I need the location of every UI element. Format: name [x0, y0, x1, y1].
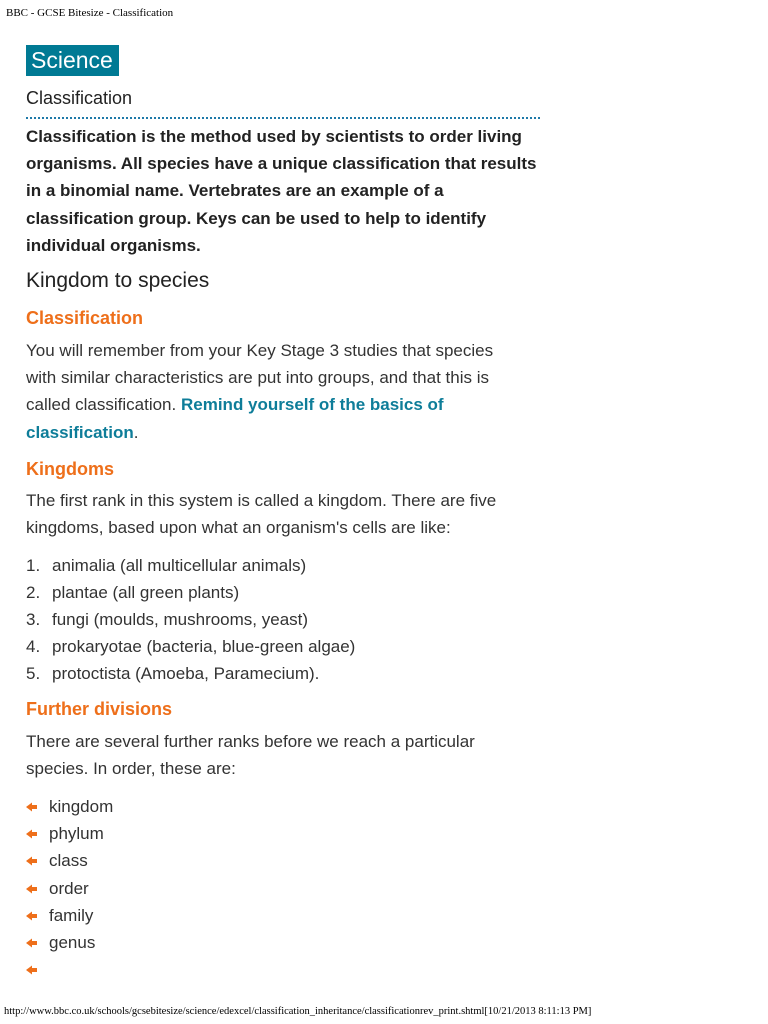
list-item: order [24, 875, 113, 902]
list-item: family [24, 902, 113, 929]
orange-arrow-bullet-icon [24, 821, 42, 833]
section-title: Classification [26, 88, 540, 119]
subheading-kingdoms: Kingdoms [26, 459, 114, 479]
further-divisions-paragraph: There are several further ranks before we reach a particular species. In order, these are: [26, 732, 475, 779]
basics-of-classification-link[interactable]: Remind yourself of the basics of classification [26, 395, 444, 442]
list-item: 2. plantae (all green plants) [26, 583, 240, 602]
list-item: kingdom [24, 793, 113, 820]
list-item: genus [24, 929, 113, 956]
subheading-further-divisions: Further divisions [26, 699, 173, 719]
orange-arrow-bullet-icon [24, 903, 42, 915]
list-item [24, 956, 113, 983]
list-item: 3. fungi (moulds, mushrooms, yeast) [26, 610, 309, 629]
orange-arrow-bullet-icon [24, 957, 42, 969]
orange-arrow-bullet-icon [24, 848, 42, 860]
intro-summary: Classification is the method used by scientists to order living organisms. All species have a unique classification that results in a binomial name. Vertebrates are an example of a classification group. Keys can be used to help to identify individual organisms. [26, 127, 537, 255]
print-footer-url: http://www.bbc.co.uk/schools/gcsebitesize/science/edexcel/classification_inheritance/classificationrev_print.shtml[10/21/2013 8:11:13 PM] [4, 1006, 592, 1017]
classification-text: You will remember from your Key Stage 3 studies that species with similar characteristics are put into groups, and that this is called classification. [26, 341, 494, 415]
list-item: phylum [24, 820, 113, 847]
list-item: 5. protoctista (Amoeba, Paramecium). [26, 664, 320, 683]
print-header-title: BBC - GCSE Bitesize - Classification [6, 7, 174, 19]
list-item: 4. prokaryotae (bacteria, blue-green algae) [26, 637, 356, 656]
subheading-classification: Classification [26, 308, 144, 328]
classification-paragraph [26, 337, 526, 446]
list-item: 1. animalia (all multicellular animals) [26, 556, 307, 575]
classification-tail: . [133, 422, 139, 442]
science-badge: Science [26, 45, 119, 76]
kingdoms-list [26, 552, 355, 687]
orange-arrow-bullet-icon [24, 794, 42, 806]
list-item: class [24, 847, 113, 874]
orange-arrow-bullet-icon [24, 876, 42, 888]
heading-kingdom-to-species: Kingdom to species [26, 269, 210, 292]
kingdoms-paragraph: The first rank in this system is called a kingdom. There are five kingdoms, based upon what an organism's cells are like: [26, 491, 497, 538]
orange-arrow-bullet-icon [24, 930, 42, 942]
ranks-list [24, 793, 113, 983]
